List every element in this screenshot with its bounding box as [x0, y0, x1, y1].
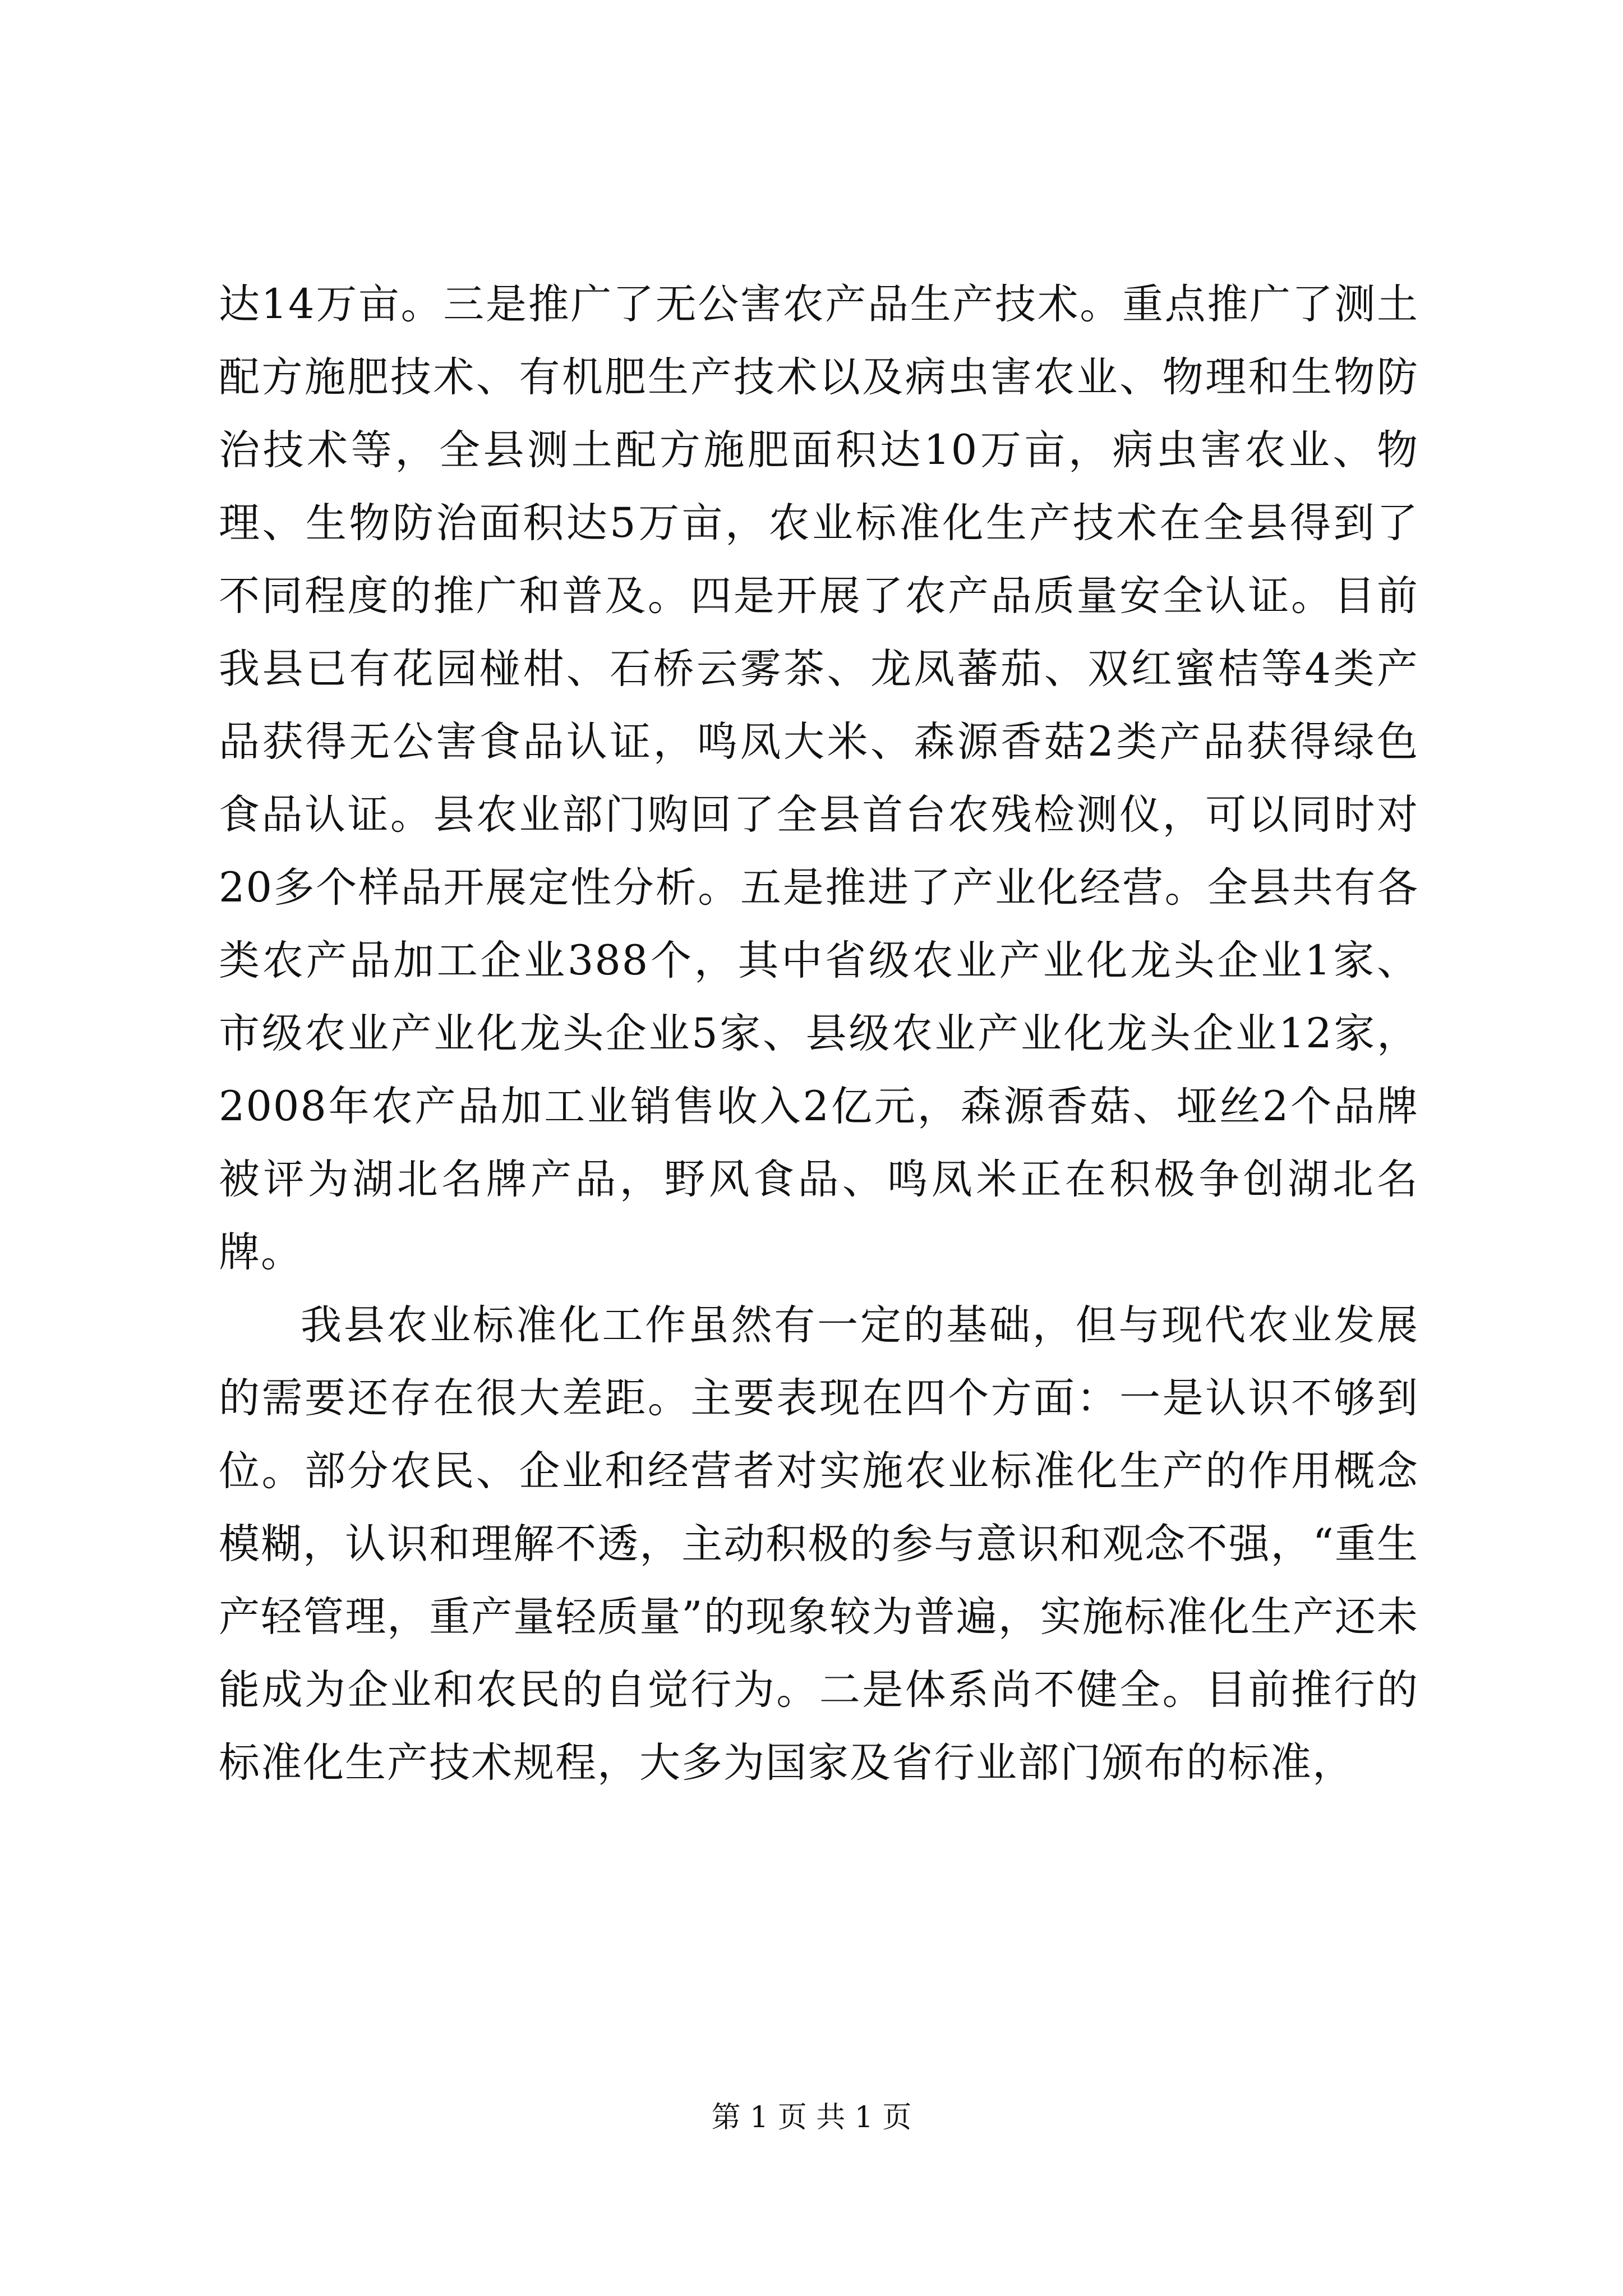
- document-body: [219, 268, 1419, 1800]
- page-footer: 第 1 页 共 1 页: [711, 2101, 912, 2134]
- paragraph-continuation: 达14万亩。三是推广了无公害农产品生产技术。重点推广了测土配方施肥技术、有机肥生产技术以及病虫害农业、物理和生物防治技术等，全县测土配方施肥面积达10万亩，病虫害农业、物理、生物防治面积达5万亩，农业标准化生产技术在全县得到了不同程度的推广和普及。四是开展了农产品质量安全认证。目前我县已有花园椪柑、石桥云雾茶、龙凤蕃茄、双红蜜桔等4类产品获得无公害食品认证，鸣凤大米、森源香菇2类产品获得绿色食品认证。县农业部门购回了全县首台农残检测仪，可以同时对20多个样品开展定性分析。五是推进了产业化经营。全县共有各类农产品加工企业388个，其中省级农业产业化龙头企业1家、市级农业产业化龙头企业5家、县级农业产业化龙头企业12家，2008年农产品加工业销售收入2亿元，森源香菇、垭丝2个品牌被评为湖北名牌产品，野风食品、鸣凤米正在积极争创湖北名牌。: [219, 280, 1419, 1276]
- paragraph-standardization-gaps: 我县农业标准化工作虽然有一定的基础，但与现代农业发展的需要还存在很大差距。主要表现在四个方面：一是认识不够到位。部分农民、企业和经营者对实施农业标准化生产的作用概念模糊，认识和理解不透，主动积极的参与意识和观念不强，“重生产轻管理，重产量轻质量”的现象较为普遍，实施标准化生产还未能成为企业和农民的自觉行为。二是体系尚不健全。目前推行的标准化生产技术规程，大多为国家及省行业部门颁布的标准，: [219, 1301, 1419, 1787]
